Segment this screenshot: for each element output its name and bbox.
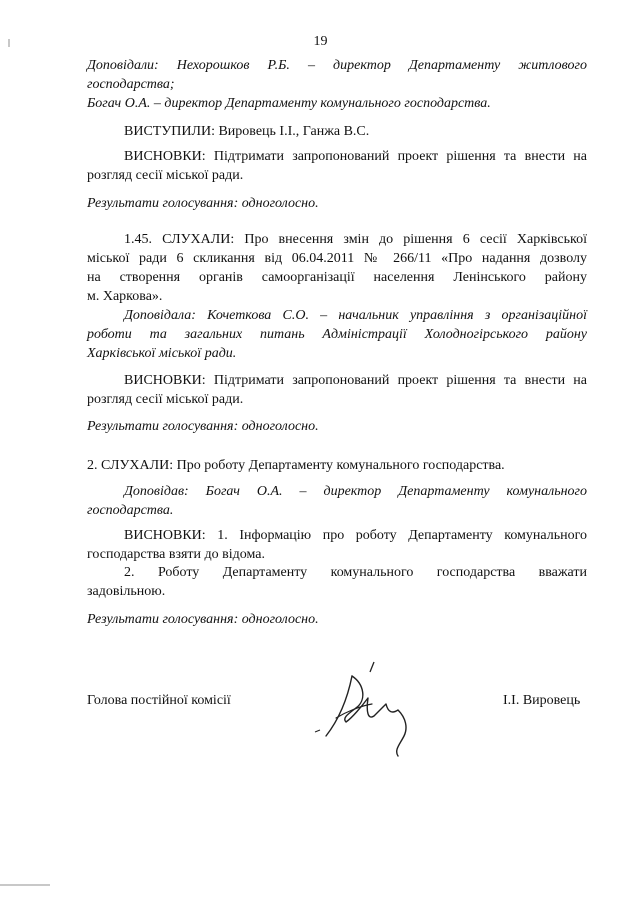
conclusions-3-line-4: задовільною. xyxy=(87,584,166,599)
item-2-heard: 2. СЛУХАЛИ: Про роботу Департаменту комунального господарства. xyxy=(87,458,505,473)
reporter-2-line-3: Харківської міської ради. xyxy=(87,346,237,361)
conclusions-3-line-3: 2. Роботу Департаменту комунального господарства вважати xyxy=(124,565,587,580)
reporter-2-line-2: роботи та загальних питань Адміністрації Холодногірського району xyxy=(87,327,587,342)
item-1-45-line-1: 1.45. СЛУХАЛИ: Про внесення змін до рішення 6 сесії Харківської xyxy=(124,232,587,247)
item-1-45-line-3: на створення органів самоорганізації населення Ленінського району xyxy=(87,270,587,285)
item-1-45-line-2: міської ради 6 скликання від 06.04.2011 № 266/11 «Про надання дозволу xyxy=(87,251,587,266)
reporter-3-line-1: Доповідав: Богач О.А. – директор Департаменту комунального xyxy=(124,484,587,499)
vote-results-1: Результати голосування: одноголосно. xyxy=(87,196,319,211)
reporter-2-line-1: Доповідала: Кочеткова С.О. – начальник управління з організаційної xyxy=(124,308,587,323)
conclusions-2-line-1: ВИСНОВКИ: Підтримати запропонований проект рішення та внести на xyxy=(124,373,587,388)
item-1-45-line-4: м. Харкова». xyxy=(87,289,163,304)
reporters-line-3: Богач О.А. – директор Департаменту комунального господарства. xyxy=(87,96,491,111)
reporters-line-2: господарства; xyxy=(87,77,175,92)
signatory-title: Голова постійної комісії xyxy=(87,693,231,708)
conclusions-3-line-2: господарства взяти до відома. xyxy=(87,547,266,562)
vote-results-2: Результати голосування: одноголосно. xyxy=(87,419,319,434)
scan-edge-mark xyxy=(0,884,50,886)
signatory-name: І.І. Вировець xyxy=(503,693,581,708)
reporters-line-1: Доповідали: Нехорошков Р.Б. – директор Департаменту житлового xyxy=(87,58,587,73)
conclusions-2-line-2: розгляд сесії міської ради. xyxy=(87,392,244,407)
speakers-paragraph: ВИСТУПИЛИ: Вировець І.І., Ганжа В.С. xyxy=(124,124,370,139)
page-number: 19 xyxy=(313,34,328,49)
handwritten-signature xyxy=(312,660,417,760)
conclusions-3-line-1: ВИСНОВКИ: 1. Інформацію про роботу Департаменту комунального xyxy=(124,528,587,543)
reporter-3-line-2: господарства. xyxy=(87,503,174,518)
conclusions-1-line-2: розгляд сесії міської ради. xyxy=(87,168,244,183)
conclusions-1-line-1: ВИСНОВКИ: Підтримати запропонований проект рішення та внести на xyxy=(124,149,587,164)
vote-results-3: Результати голосування: одноголосно. xyxy=(87,612,319,627)
